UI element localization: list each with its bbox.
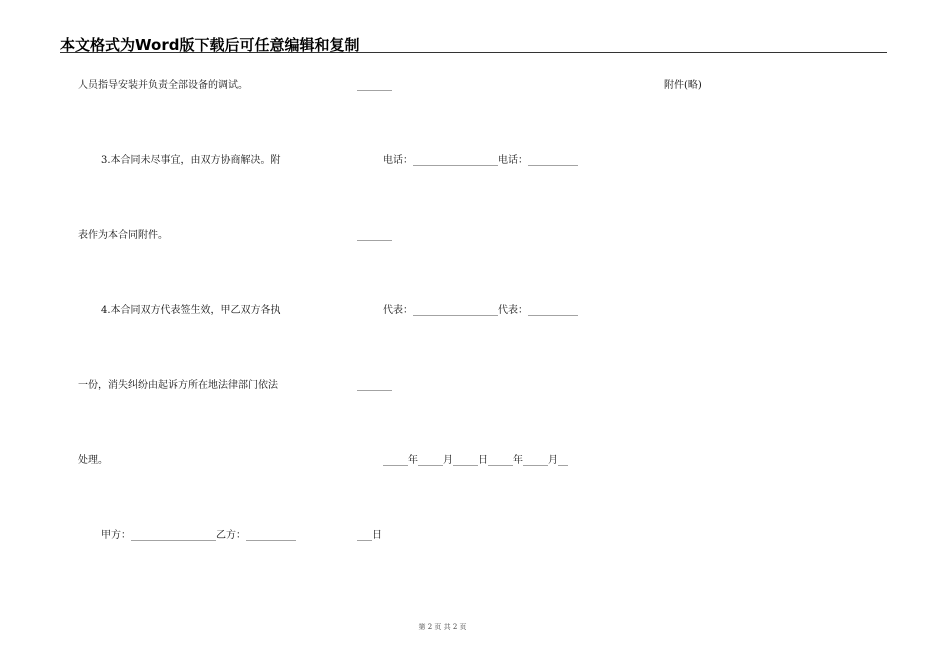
document-header-title: 本文格式为Word版下载后可任意编辑和复制 [60, 36, 360, 54]
page-number: 第 2 页 共 2 页 [418, 623, 467, 631]
date-day-line: ___日 [357, 530, 382, 541]
body-line-4: 4.本合同双方代表签生效，甲乙双方各执 [101, 305, 281, 316]
blank-line-1: _______ [357, 80, 392, 91]
body-line-1: 人员指导安装并负责全部设备的调试。 [78, 80, 248, 91]
body-line-2: 3.本合同未尽事宜，由双方协商解决。附 [101, 155, 281, 166]
body-line-3: 表作为本合同附件。 [78, 230, 168, 241]
party-signature-line: 甲方：_________________乙方：__________ [101, 530, 296, 541]
date-line: _____年_____月_____日_____年_____月__ [383, 455, 568, 466]
representative-line: 代表：_________________代表：__________ [383, 305, 578, 316]
header-divider [60, 52, 887, 53]
attachment-note: 附件(略) [664, 80, 702, 91]
blank-line-2: _______ [357, 230, 392, 241]
body-line-6: 处理。 [78, 455, 108, 466]
blank-line-3: _______ [357, 380, 392, 391]
body-line-5: 一份，消失纠纷由起诉方所在地法律部门依法 [78, 380, 278, 391]
phone-line: 电话：_________________电话：__________ [383, 155, 578, 166]
